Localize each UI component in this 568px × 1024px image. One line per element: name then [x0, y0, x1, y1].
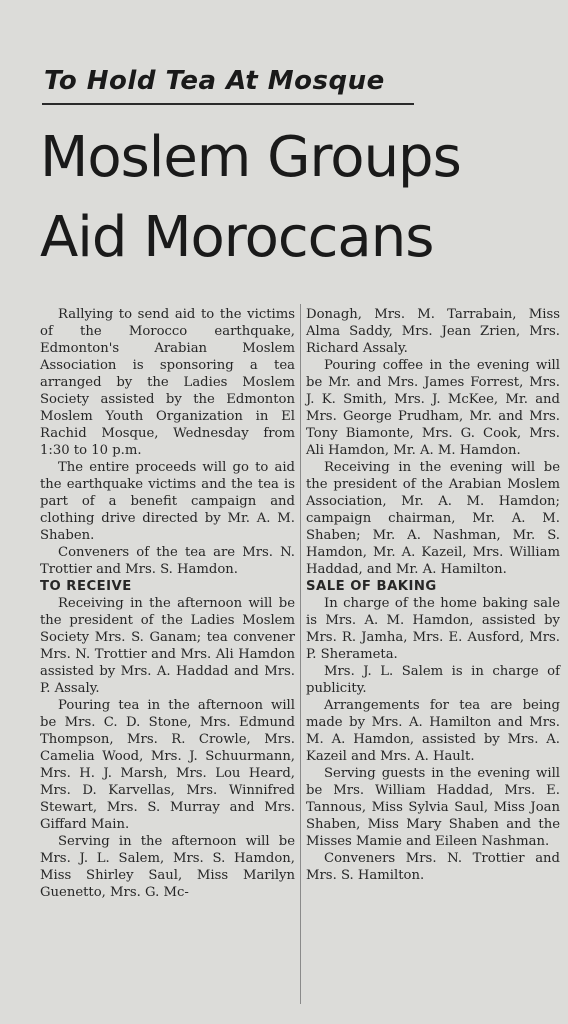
paragraph: Conveners Mrs. N. Trottier and Mrs. S. Hamilton. — [306, 851, 560, 883]
headline-line-1: Moslem Groups — [40, 125, 461, 190]
paragraph: Pouring coffee in the evening will be Mr. and Mrs. James Forrest, Mrs. J. K. Smith, Mrs. J. McKee, Mr. and Mrs. George Prudham, Mr. and Mrs. Tony Biamonte, Mrs. G. Cook, Mrs. Ali Hamdon, Mr. A. M. Hamdon. — [306, 358, 560, 458]
article-headline — [40, 118, 461, 278]
paragraph: In charge of the home baking sale is Mrs. A. M. Hamdon, assisted by Mrs. R. Jamha, Mrs. E. Ausford, Mrs. P. Sherameta. — [306, 596, 560, 662]
paragraph: Receiving in the afternoon will be the president of the Ladies Moslem Society Mrs. S. Ganam; tea convener Mrs. N. Trottier and Mrs. Ali Hamdon assisted by Mrs. A. Haddad and Mrs. P. Assaly. — [40, 596, 295, 696]
paragraph: Rallying to send aid to the victims of the Morocco earthquake, Edmonton's Arabian Moslem Association is sponsoring a tea arranged by the Ladies Moslem Society assisted by the Edmonton Moslem Youth Organization in El Rachid Mosque, Wednesday from 1:30 to 10 p.m. — [40, 307, 295, 458]
paragraph: Serving guests in the evening will be Mrs. William Haddad, Mrs. E. Tannous, Miss Sylvia Saul, Miss Joan Shaben, Miss Mary Shaben and the Misses Mamie and Eileen Nashman. — [306, 766, 560, 849]
paragraph: Conveners of the tea are Mrs. N. Trottier and Mrs. S. Hamdon. — [40, 545, 295, 577]
paragraph: Serving in the afternoon will be Mrs. J. L. Salem, Mrs. S. Hamdon, Miss Shirley Saul, Miss Marilyn Guenetto, Mrs. G. Mc- — [40, 834, 295, 900]
right-column — [306, 306, 560, 884]
paragraph: Arrangements for tea are being made by Mrs. A. Hamilton and Mrs. M. A. Hamdon, assisted by Mrs. A. Kazeil and Mrs. A. Hault. — [306, 698, 560, 764]
headline-line-2: Aid Moroccans — [40, 205, 434, 270]
article-kicker: To Hold Tea At Mosque — [44, 66, 385, 96]
paragraph-continued: Donagh, Mrs. M. Tarrabain, Miss Alma Saddy, Mrs. Jean Zrien, Mrs. Richard Assaly. — [306, 307, 560, 356]
paragraph: Mrs. J. L. Salem is in charge of publicity. — [306, 664, 560, 696]
paragraph: Pouring tea in the afternoon will be Mrs. C. D. Stone, Mrs. Edmund Thompson, Mrs. R. Crowle, Mrs. Camelia Wood, Mrs. J. Schuurmann, Mrs. H. J. Marsh, Mrs. Lou Heard, Mrs. D. Karvellas, Mrs. Winnifred Stewart, Mrs. S. Murray and Mrs. Giffard Main. — [40, 698, 295, 832]
column-divider — [300, 304, 301, 1004]
paragraph: Receiving in the evening will be the president of the Arabian Moslem Association, Mr. A. M. Hamdon; campaign chairman, Mr. A. M. Shaben; Mr. A. Nashman, Mr. S. Hamdon, Mr. A. Kazeil, Mrs. William Haddad, and Mr. A. Hamilton. — [306, 460, 560, 577]
left-column — [40, 306, 295, 901]
paragraph: The entire proceeds will go to aid the earthquake victims and the tea is part of a benefit campaign and clothing drive directed by Mr. A. M. Shaben. — [40, 460, 295, 543]
subhead-to-receive: TO RECEIVE — [40, 579, 132, 594]
subhead-sale-of-baking: SALE OF BAKING — [306, 579, 437, 594]
kicker-underline — [42, 103, 414, 105]
